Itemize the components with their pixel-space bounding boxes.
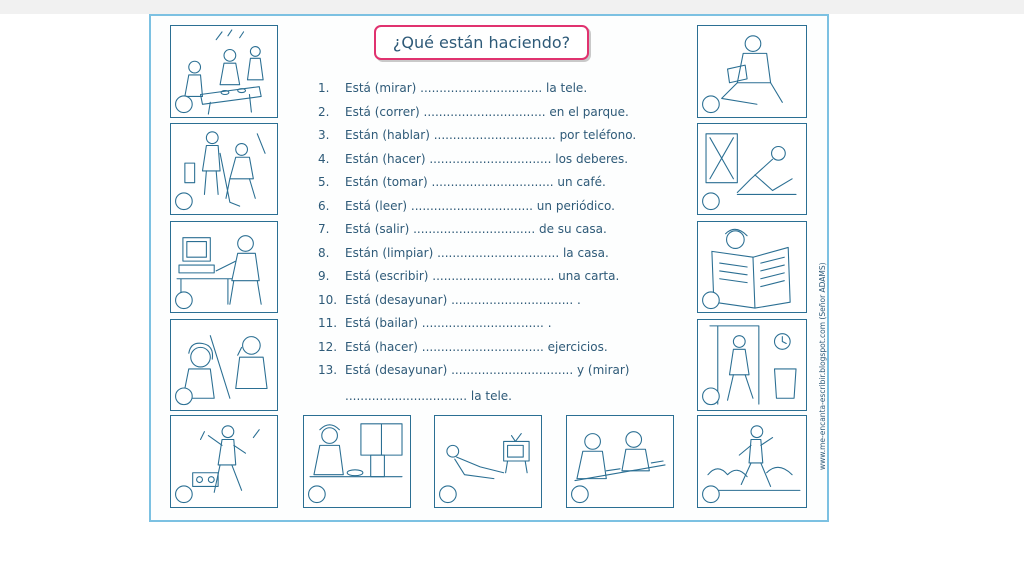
item-text: Están (tomar) ................................ un café. xyxy=(345,175,606,189)
exercise-item xyxy=(318,172,606,192)
item-number: 11. xyxy=(318,316,338,330)
exercise-item xyxy=(318,337,608,357)
item-text: Está (mirar) ................................ la tele. xyxy=(345,81,588,95)
item-text: Está (leer) ................................ un periódico. xyxy=(345,198,615,213)
item-text: Están (hablar) ................................ por teléfono. xyxy=(345,128,637,142)
item-text: Está (bailar) ................................ . xyxy=(345,316,552,330)
people-cleaning-house-illustration xyxy=(171,124,277,214)
woman-leaving-house-illustration xyxy=(698,320,806,410)
woman-at-computer-illustration xyxy=(171,222,277,312)
item-text: Está (escribir) ................................ una carta. xyxy=(345,269,620,283)
picture-card-homework xyxy=(566,415,674,508)
woman-having-breakfast-illustration xyxy=(304,416,410,507)
picture-card-tv xyxy=(434,415,542,508)
top-strip xyxy=(0,0,1024,14)
item-text: Está (salir) ................................ de su casa. xyxy=(345,222,607,236)
item-text: Está (hacer) ................................ ejercicios. xyxy=(345,339,608,354)
item-number: 12. xyxy=(318,339,338,354)
man-reading-illustration xyxy=(698,26,806,117)
item-number: 6. xyxy=(318,198,330,213)
credit-text: www.me-encanta-escribir.blogspot.com (Señor ADAMS) xyxy=(818,262,827,470)
man-dancing-illustration xyxy=(171,416,277,507)
man-running-in-park-illustration xyxy=(698,416,806,507)
picture-card-running xyxy=(697,415,807,508)
exercise-item xyxy=(318,78,587,98)
item-number: 2. xyxy=(318,104,330,119)
exercise-item xyxy=(318,219,607,239)
exercise-item xyxy=(318,102,629,122)
woman-exercising-illustration xyxy=(698,124,806,214)
picture-card-newspaper xyxy=(697,221,807,313)
item-text: Está (correr) ................................ en el parque. xyxy=(345,104,629,119)
item-text: Está (desayunar) ................................ y (mirar) xyxy=(345,363,630,377)
item-number: 4. xyxy=(318,151,330,166)
worksheet-title-text: ¿Qué están haciendo? xyxy=(392,33,571,52)
picture-card-reading xyxy=(697,25,807,118)
picture-card-breakfast xyxy=(303,415,411,508)
item-number: 10. xyxy=(318,292,338,307)
item-text: Está (desayunar) ................................ . xyxy=(345,292,581,307)
exercise-item xyxy=(318,196,615,216)
picture-card-exercise xyxy=(697,123,807,215)
item-number: 9. xyxy=(318,269,330,283)
item-number: 3. xyxy=(318,128,330,142)
item-number: 13. xyxy=(318,363,338,377)
exercise-item xyxy=(318,149,628,169)
exercise-item xyxy=(318,125,636,145)
woman-reading-newspaper-illustration xyxy=(698,222,806,312)
picture-card-phone xyxy=(170,319,278,411)
picture-card-computer xyxy=(170,221,278,313)
item-number: 8. xyxy=(318,245,330,260)
exercise-item xyxy=(318,313,552,333)
item-13-continuation: ................................ la tele. xyxy=(345,389,512,403)
item-number: 7. xyxy=(318,222,330,236)
item-number: 5. xyxy=(318,175,330,189)
picture-card-leaving-home xyxy=(697,319,807,411)
exercise-item xyxy=(318,290,581,310)
item-number: 1. xyxy=(318,81,330,95)
item-text: Están (hacer) ................................ los deberes. xyxy=(345,151,629,166)
people-drinking-coffee-illustration xyxy=(171,26,277,117)
worksheet-title xyxy=(374,25,589,60)
exercise-item xyxy=(318,266,619,286)
exercise-item xyxy=(318,243,609,263)
picture-card-dancing xyxy=(170,415,278,508)
children-doing-homework-illustration xyxy=(567,416,673,507)
item-text: Están (limpiar) ................................ la casa. xyxy=(345,245,609,260)
picture-card-cafe xyxy=(170,25,278,118)
exercise-item xyxy=(318,360,630,380)
picture-card-cleaning xyxy=(170,123,278,215)
man-watching-tv-illustration xyxy=(435,416,541,507)
people-talking-on-phone-illustration xyxy=(171,320,277,410)
